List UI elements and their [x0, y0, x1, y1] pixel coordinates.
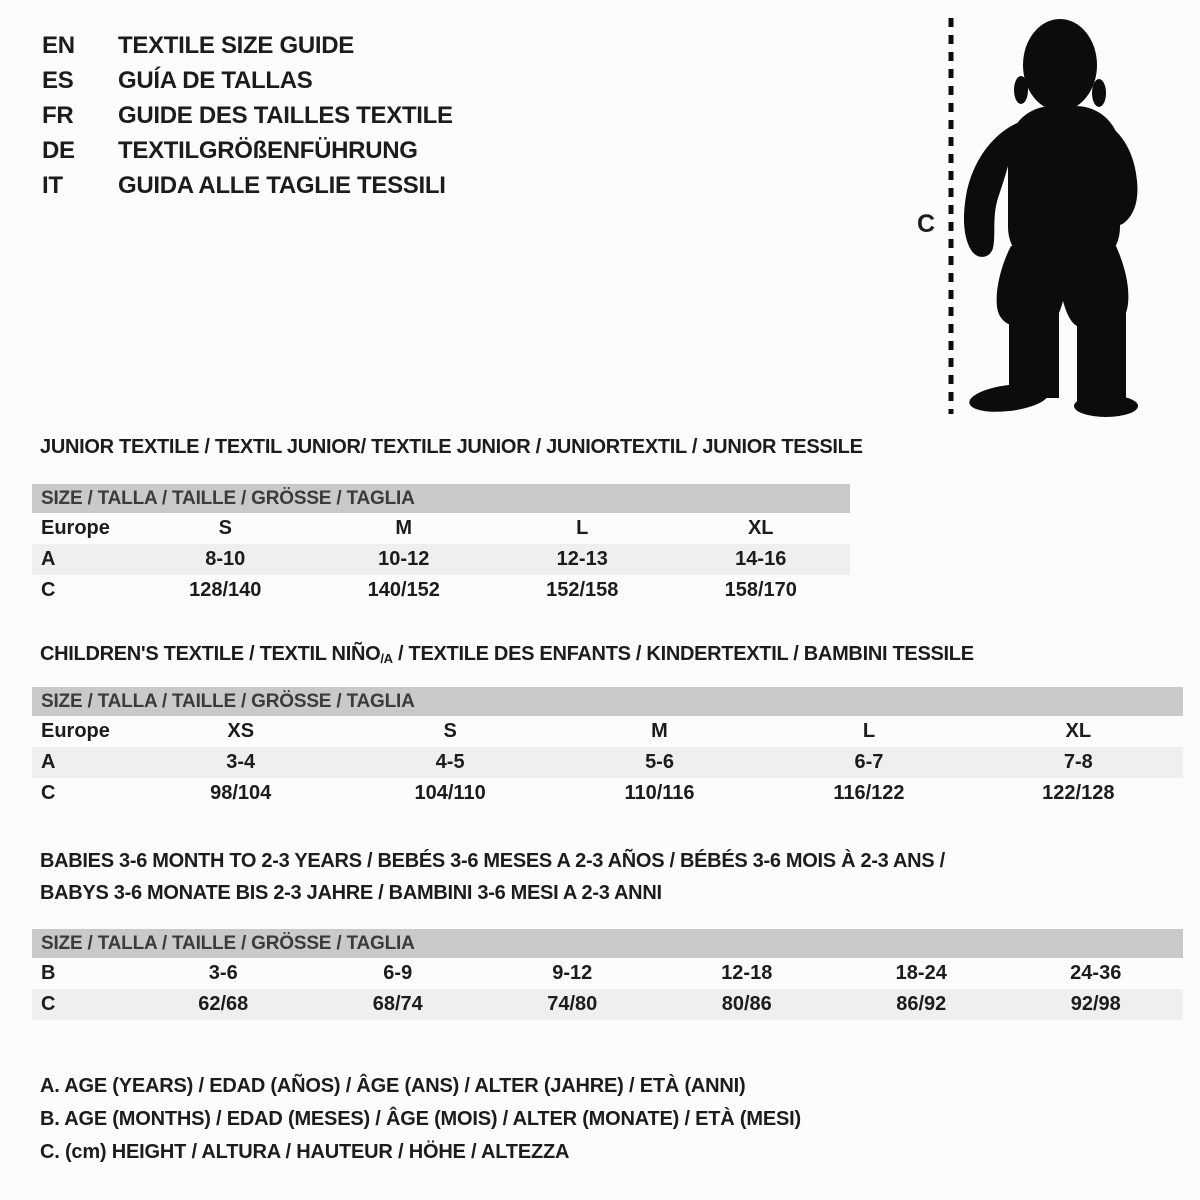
age-cell: 10-12	[378, 548, 430, 570]
title-text: / TEXTILE DES ENFANTS / KINDERTEXTIL / BAMBINI TESSILE	[392, 643, 974, 665]
babies-size-table	[32, 929, 1183, 1020]
language-title-list	[42, 28, 453, 203]
table-row-months	[32, 958, 1183, 989]
row-label: Europe	[41, 720, 110, 742]
table-row-height	[32, 989, 1183, 1020]
language-row-es	[42, 63, 453, 98]
height-cell: 62/68	[198, 993, 249, 1015]
guide-title-it: GUIDA ALLE TAGLIE TESSILI	[118, 171, 446, 199]
row-label: A	[41, 751, 56, 773]
legend-note-b: B. AGE (MONTHS) / EDAD (MESES) / ÂGE (MOIS) / ALTER (MONATE) / ETÀ (MESI)	[40, 1108, 801, 1130]
age-cell: 6-7	[854, 751, 884, 773]
table-row-height	[32, 778, 1183, 809]
height-cell: 86/92	[896, 993, 947, 1015]
section-title-babies	[40, 845, 945, 909]
size-cell: L	[576, 517, 589, 539]
height-cell: 140/152	[367, 579, 440, 601]
section-title-children	[40, 643, 974, 666]
guide-title-fr: GUIDE DES TAILLES TEXTILE	[118, 101, 453, 129]
language-code: IT	[42, 171, 63, 199]
table-row-height	[32, 575, 850, 606]
row-label: A	[41, 548, 56, 570]
table-header-bar: SIZE / TALLA / TAILLE / GRÖSSE / TAGLIA	[32, 929, 1183, 958]
junior-size-table	[32, 484, 850, 606]
row-label: C	[41, 579, 56, 601]
language-row-it	[42, 168, 453, 203]
height-cell: 74/80	[547, 993, 598, 1015]
language-code: EN	[42, 31, 75, 59]
height-cell: 98/104	[210, 782, 272, 804]
height-cell: 122/128	[1042, 782, 1115, 804]
months-cell: 12-18	[721, 962, 773, 984]
months-cell: 18-24	[895, 962, 947, 984]
row-label: C	[41, 993, 56, 1015]
title-line-2: BABYS 3-6 MONATE BIS 2-3 JAHRE / BAMBINI 3-6 MESI A 2-3 ANNI	[40, 882, 662, 904]
size-cell: S	[443, 720, 457, 742]
language-code: ES	[42, 66, 74, 94]
age-cell: 14-16	[735, 548, 787, 570]
table-header-bar: SIZE / TALLA / TAILLE / GRÖSSE / TAGLIA	[32, 687, 1183, 716]
size-cell: XL	[1065, 720, 1092, 742]
legend-note-a: A. AGE (YEARS) / EDAD (AÑOS) / ÂGE (ANS) / ALTER (JAHRE) / ETÀ (ANNI)	[40, 1075, 746, 1097]
size-cell: XL	[747, 517, 774, 539]
language-row-en	[42, 28, 453, 63]
size-cell: M	[395, 517, 413, 539]
toddler-silhouette-icon	[964, 19, 1138, 417]
age-cell: 8-10	[205, 548, 246, 570]
height-cell: 158/170	[724, 579, 797, 601]
height-cell: 110/116	[624, 782, 695, 804]
row-label: B	[41, 962, 56, 984]
age-cell: 4-5	[435, 751, 465, 773]
size-cell: S	[218, 517, 232, 539]
language-row-de	[42, 133, 453, 168]
title-line-1: BABIES 3-6 MONTH TO 2-3 YEARS / BEBÉS 3-6 MESES A 2-3 AÑOS / BÉBÉS 3-6 MOIS À 2-3 ANS /	[40, 850, 945, 872]
age-cell: 12-13	[556, 548, 608, 570]
title-text: CHILDREN'S TEXTILE / TEXTIL NIÑO	[40, 643, 381, 665]
guide-title-en: TEXTILE SIZE GUIDE	[118, 31, 354, 59]
height-measure-label: C	[917, 210, 936, 238]
row-label: C	[41, 782, 56, 804]
age-cell: 3-4	[226, 751, 256, 773]
table-row-age	[32, 747, 1183, 778]
guide-title-es: GUÍA DE TALLAS	[118, 66, 313, 94]
age-cell: 5-6	[645, 751, 674, 773]
language-code: FR	[42, 101, 74, 129]
language-code: DE	[42, 136, 75, 164]
guide-title-de: TEXTILGRÖßENFÜHRUNG	[118, 136, 418, 164]
language-row-fr	[42, 98, 453, 133]
height-cell: 104/110	[414, 782, 486, 804]
height-cell: 68/74	[372, 993, 423, 1015]
table-row-age	[32, 544, 850, 575]
title-subscript: /A	[380, 651, 393, 666]
table-row-europe	[32, 716, 1183, 747]
height-figure	[905, 8, 1155, 422]
table-header-bar: SIZE / TALLA / TAILLE / GRÖSSE / TAGLIA	[32, 484, 850, 513]
height-cell: 80/86	[721, 993, 772, 1015]
months-cell: 9-12	[552, 962, 593, 984]
months-cell: 3-6	[208, 962, 238, 984]
age-cell: 7-8	[1063, 751, 1093, 773]
height-cell: 152/158	[546, 579, 619, 601]
height-cell: 92/98	[1070, 993, 1121, 1015]
size-cell: XS	[227, 720, 255, 742]
row-label: Europe	[41, 517, 110, 539]
size-cell: L	[862, 720, 876, 742]
child-silhouette-graphic	[905, 8, 1155, 422]
legend-note-c: C. (cm) HEIGHT / ALTURA / HAUTEUR / HÖHE / ALTEZZA	[40, 1141, 570, 1163]
children-size-table	[32, 687, 1183, 809]
height-cell: 128/140	[189, 579, 262, 601]
months-cell: 24-36	[1070, 962, 1122, 984]
table-row-europe	[32, 513, 850, 544]
size-cell: M	[651, 720, 668, 742]
height-cell: 116/122	[833, 782, 905, 804]
legend-notes	[40, 1070, 801, 1169]
months-cell: 6-9	[383, 962, 413, 984]
section-title-junior: JUNIOR TEXTILE / TEXTIL JUNIOR/ TEXTILE JUNIOR / JUNIORTEXTIL / JUNIOR TESSILE	[40, 436, 863, 458]
